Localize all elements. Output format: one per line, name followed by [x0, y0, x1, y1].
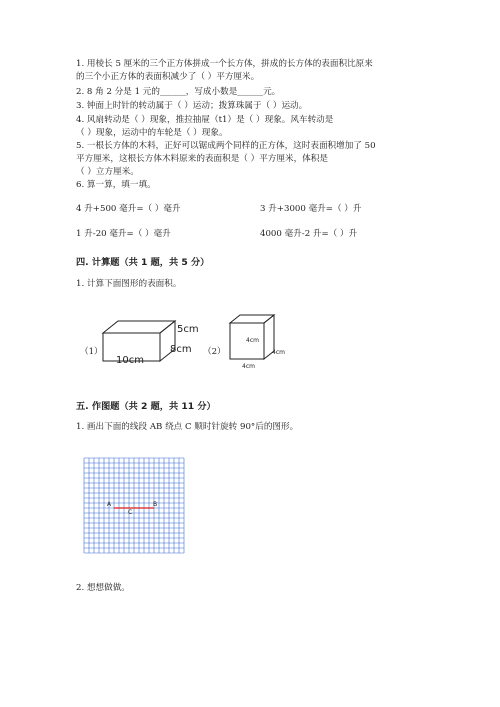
- question-4-line-2: （ ）现象，运动中的车轮是（ ）现象。: [76, 128, 228, 138]
- question-1-line-2: 的三个小正方体的表面积减少了（ ）平方厘米。: [76, 72, 260, 82]
- dim-width-label: 10cm: [116, 355, 144, 366]
- dim-depth-label: 8cm: [170, 344, 192, 355]
- section-5-question-2: 2. 想想做做。: [76, 583, 130, 593]
- question-3: 3. 钟面上时针的转动属于（ ）运动；拨算珠属于（ ）运动。: [76, 101, 308, 111]
- point-b-label: B: [153, 501, 158, 508]
- fill-item: 4 升+500 毫升=（ ）毫升: [76, 204, 181, 214]
- question-4-line-1: 4. 风扇转动是（ ）现象，推拉抽屉（t1）是（ ）现象。风车转动是: [76, 115, 334, 125]
- fill-item: 1 升-20 毫升=（ ）毫升: [76, 229, 171, 239]
- drawing-grid[interactable]: [84, 458, 184, 552]
- section-4-question-1: 1. 计算下面图形的表面积。: [76, 279, 182, 289]
- question-5-line-3: （ ）立方厘米。: [76, 167, 139, 177]
- fill-item: 3 升+3000 毫升=（ ）升: [260, 204, 362, 214]
- figure-2-label: （2）: [203, 347, 226, 357]
- question-2: 2. 8 角 2 分是 1 元的______，写成小数是______元。: [76, 87, 281, 97]
- question-5-line-2: 平方厘米，这根长方体木料原来的表面积是（ ）平方厘米，体积是: [76, 154, 328, 164]
- section-4-title: 四. 计算题（共 1 题，共 5 分）: [76, 257, 210, 268]
- dim-height-label: 5cm: [177, 324, 199, 335]
- section-5-title: 五. 作图题（共 2 题，共 11 分）: [76, 401, 216, 412]
- section-5-question-1: 1. 画出下面的线段 AB 绕点 C 顺时针旋转 90°后的图形。: [76, 422, 299, 432]
- point-a-label: A: [107, 501, 112, 508]
- cube-dim-label: 4cm: [246, 337, 259, 344]
- point-c-label: C: [128, 509, 133, 516]
- question-6: 6. 算一算，填一填。: [76, 180, 156, 190]
- question-5-line-1: 5. 一根长方体的木料，正好可以锯成两个同样的正方体，这时表面积增加了 50: [76, 141, 376, 151]
- cube-dim-label: 4cm: [242, 363, 255, 370]
- question-1-line-1: 1. 用棱长 5 厘米的三个正方体拼成一个长方体，拼成的长方体的表面积比原来: [76, 59, 373, 69]
- figure-1-label: （1）: [80, 347, 103, 357]
- fill-item: 4000 毫升-2 升=（ ）升: [260, 229, 358, 239]
- cube-dim-label: 4cm: [272, 349, 285, 356]
